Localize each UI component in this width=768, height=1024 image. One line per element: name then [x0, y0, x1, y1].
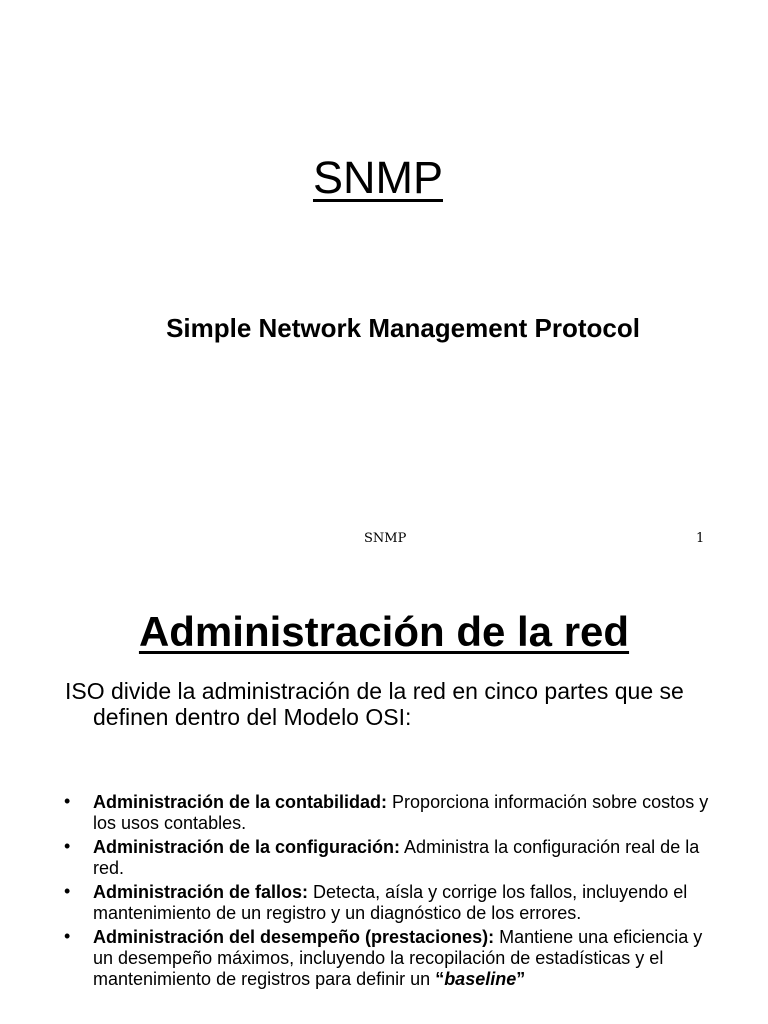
intro-paragraph: ISO divide la administración de la red en cinco partes que se definen dentro del Modelo OSI: — [65, 678, 684, 730]
item-term: Administración de la contabilidad: — [93, 792, 388, 812]
item-text: Proporciona información sobre costos y los usos contables. — [93, 792, 709, 833]
bullet-icon: • — [64, 836, 71, 856]
slide-footer: SNMP — [364, 531, 407, 546]
item-text: Detecta, aísla y corrige los fallos, incluyendo el mantenimiento de un registro y un diagnóstico de los errores. — [93, 882, 688, 923]
quote-close: ” — [516, 969, 526, 989]
quote-open: “ — [435, 969, 445, 989]
slide-title: SNMP — [312, 152, 443, 203]
bullet-icon: • — [64, 926, 71, 946]
bullet-icon: • — [64, 881, 71, 901]
content-slide — [0, 560, 768, 1024]
management-areas-list — [60, 792, 710, 993]
list-item — [60, 792, 710, 834]
baseline-term: baseline — [444, 969, 517, 989]
item-text: Mantiene una eficiencia y un desempeño máximos, incluyendo la recopilación de estadísticas y el mantenimiento de registros para definir un — [93, 927, 703, 989]
item-text: Administra la configuración real de la red. — [93, 837, 700, 878]
item-term: Administración de la configuración: — [93, 837, 401, 857]
slide-subtitle: Simple Network Management Protocol — [166, 313, 640, 343]
list-item — [60, 882, 710, 924]
page-number: 1 — [696, 531, 705, 546]
list-item — [60, 837, 710, 879]
list-item — [60, 927, 710, 990]
item-term: Administración de fallos: — [93, 882, 309, 902]
item-term: Administración del desempeño (prestaciones): — [93, 927, 495, 947]
section-title: Administración de la red — [138, 608, 630, 655]
bullet-icon: • — [64, 791, 71, 811]
